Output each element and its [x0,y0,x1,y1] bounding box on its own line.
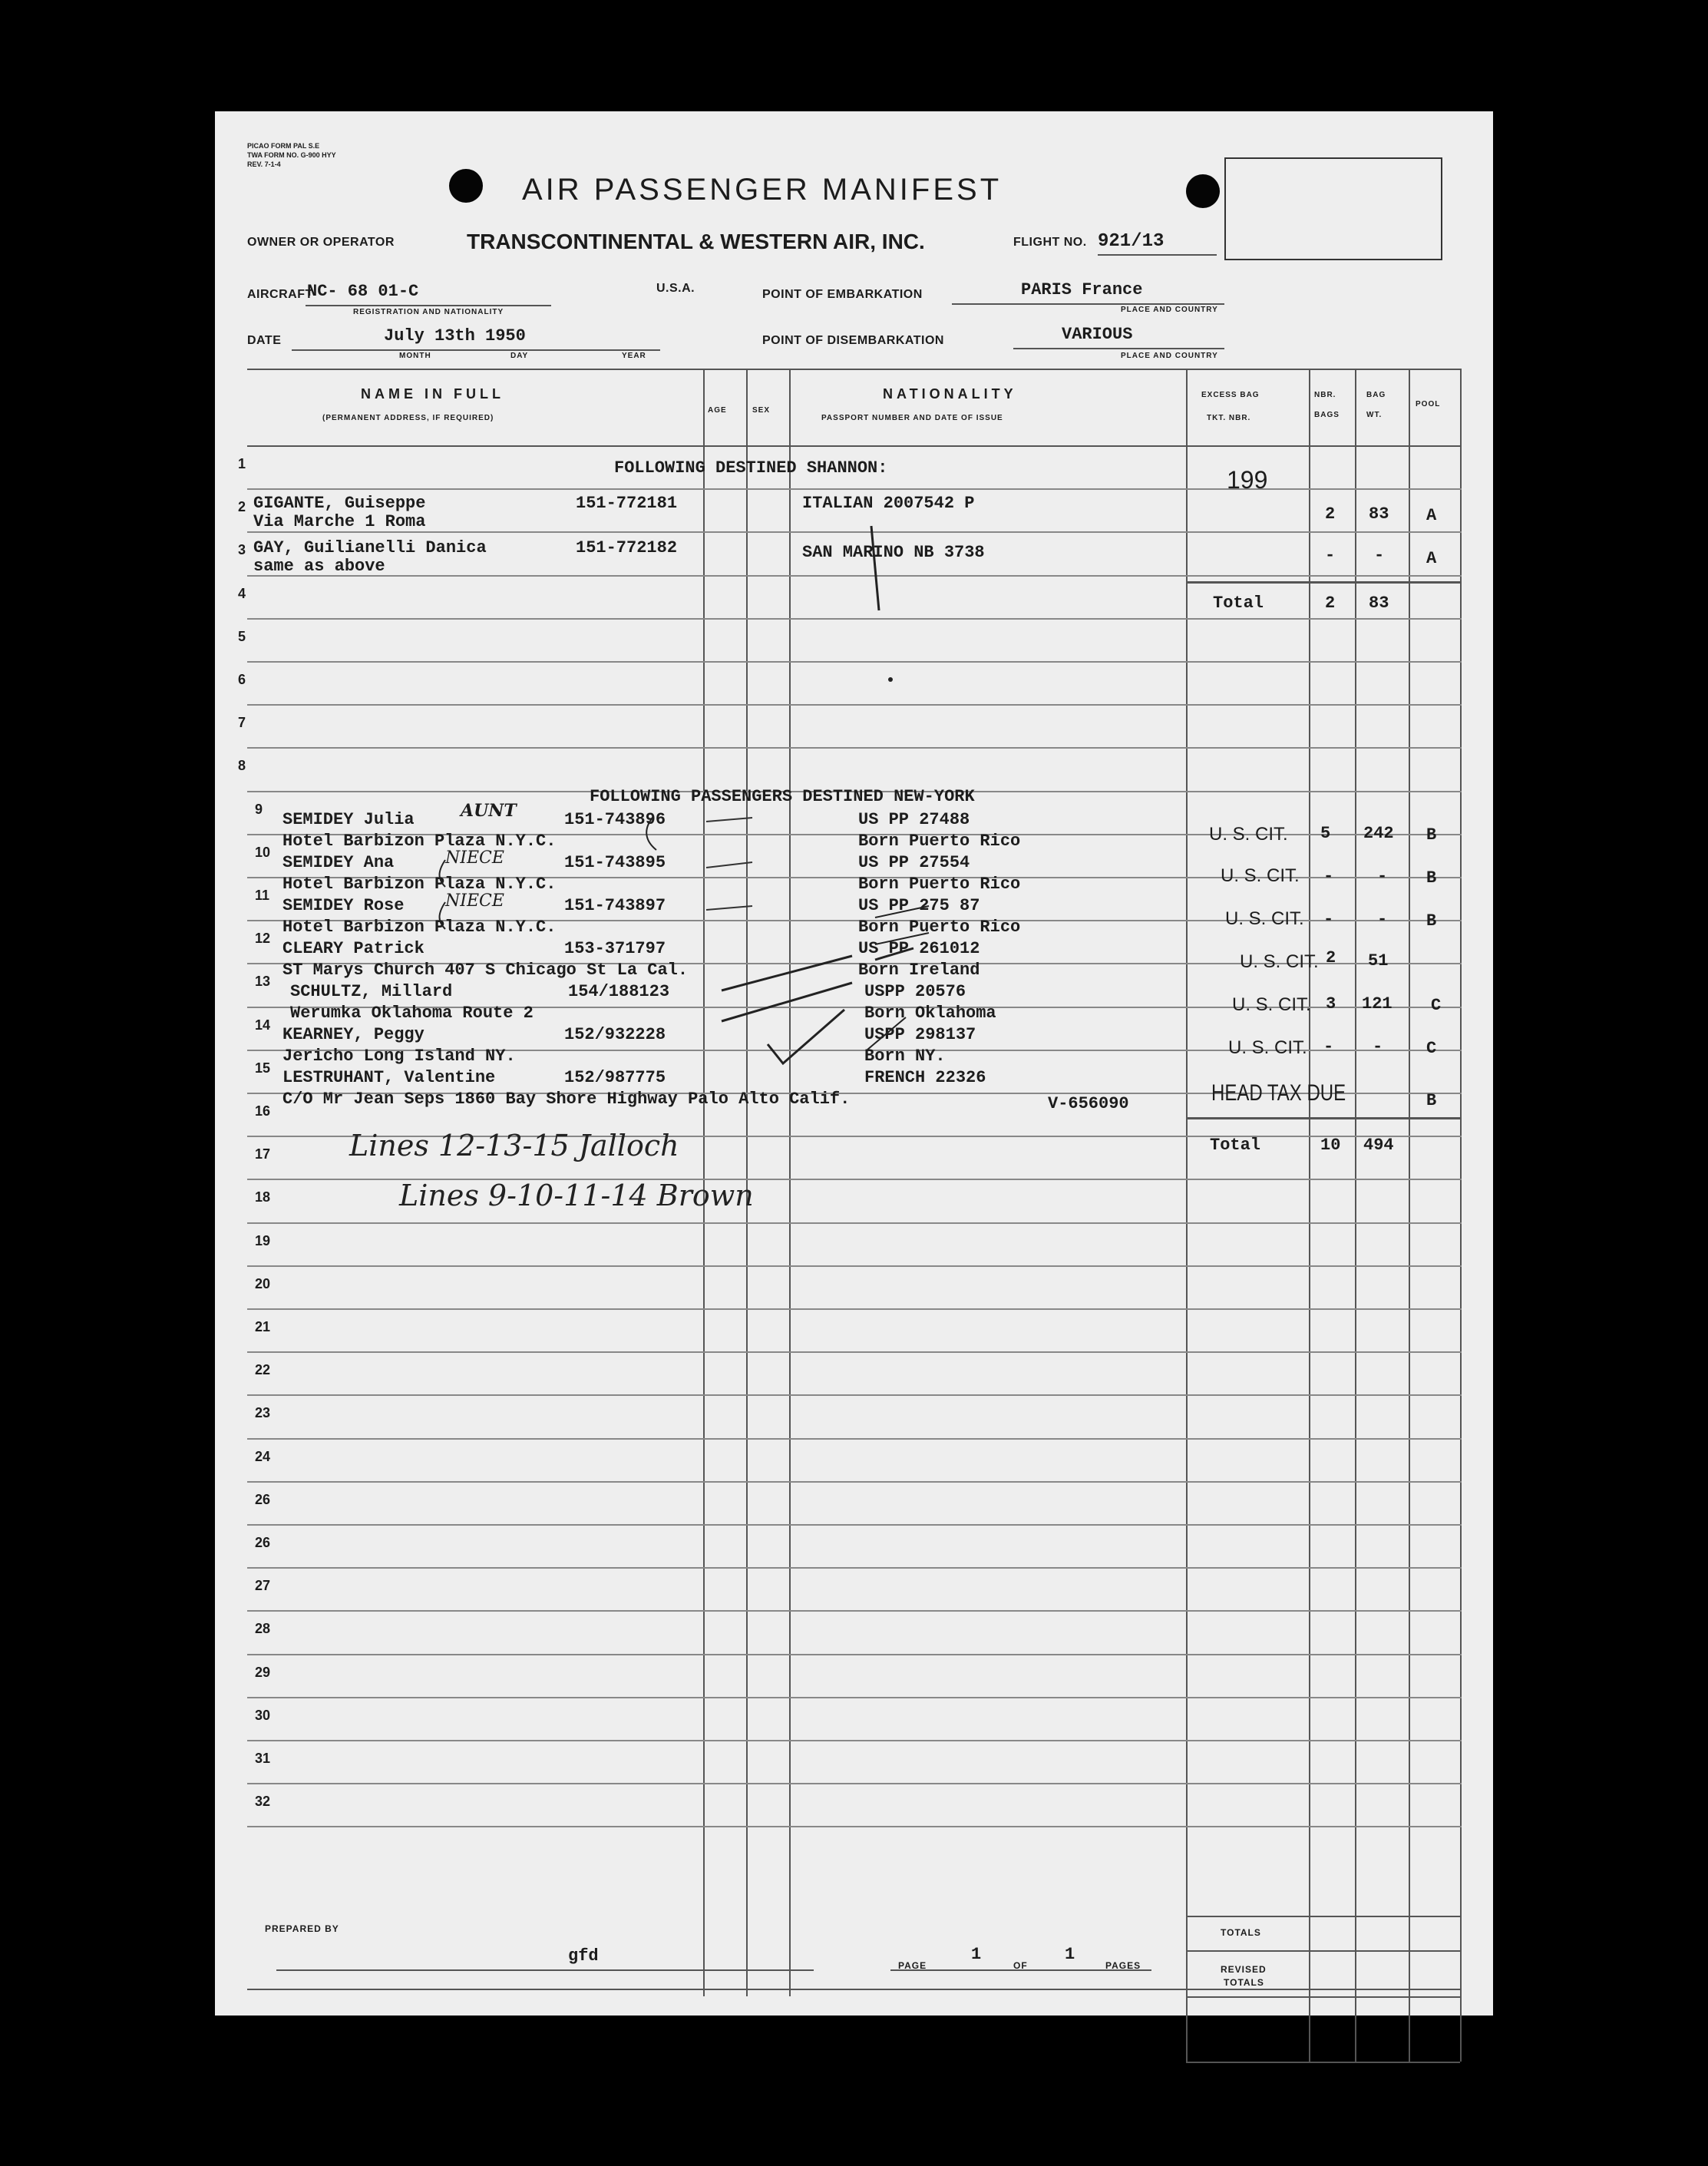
row-number: 7 [238,715,246,731]
row-number: 9 [255,801,263,817]
column-nationality-sub: PASSPORT NUMBER AND DATE OF ISSUE [821,414,1003,422]
row-number: 10 [255,844,271,860]
manifest-page [215,111,1493,2016]
row-number: 5 [238,628,246,644]
passenger-weight: - [1377,867,1388,886]
passenger-pool: B [1426,868,1437,888]
passenger-address: Jericho Long Island NY. [282,1047,516,1066]
passenger-name: CLEARY Patrick [282,939,425,958]
passenger-nationality: ITALIAN 2007542 P [802,494,975,513]
passenger-citizenship: U. S. CIT. [1240,951,1319,972]
passenger-ticket: 151-743895 [564,853,666,872]
page-label: PAGE [898,1960,927,1971]
form-code: REV. 7-1-4 [247,160,281,168]
passenger-note: AUNT [461,801,517,821]
passenger-ticket: 151-743897 [564,896,666,915]
passenger-weight: 51 [1368,951,1389,971]
flight-label: FLIGHT NO. [1013,236,1087,249]
row-number: 6 [238,672,246,687]
passenger-pool: B [1426,1091,1437,1110]
row-number: 26 [255,1491,271,1507]
prepared-value: gfd [568,1946,599,1966]
passenger-address: Via Marche 1 Roma [253,512,426,531]
handwritten-note: Lines 12-13-15 Jalloch [349,1129,679,1162]
passenger-weight: 83 [1369,504,1389,524]
passenger-citizenship: U. S. CIT. [1221,865,1300,886]
passenger-name: SCHULTZ, Millard [290,982,453,1001]
passenger-ticket: 152/987775 [564,1068,666,1087]
aircraft-value: NC- 68 01-C [307,282,419,301]
column-age-header: AGE [708,406,727,415]
row-number: 17 [255,1146,271,1162]
passenger-pool: B [1426,825,1437,845]
passenger-citizenship: U. S. CIT. [1232,994,1311,1015]
group-heading: FOLLOWING DESTINED SHANNON: [614,458,888,478]
row-number: 28 [255,1621,271,1637]
column-sex-header: SEX [752,406,771,415]
passenger-name: SEMIDEY Julia [282,810,415,829]
passenger-ticket: 151-743896 [564,810,666,829]
row-number: 26 [255,1535,271,1550]
total-weight: 83 [1369,594,1389,613]
passenger-note: NIECE [445,848,504,868]
passenger-nationality: US PP 27554 [858,853,970,872]
row-number: 22 [255,1362,271,1378]
row-number: 14 [255,1017,271,1033]
passenger-nationality: US PP 261012 [858,939,980,958]
column-bags-header: BAGS [1314,411,1340,419]
passenger-nationality: USPP 20576 [864,982,966,1001]
flight-value: 921/13 [1098,231,1165,252]
passenger-bags: - [1323,910,1334,929]
passenger-weight: - [1377,910,1388,929]
column-nationality-header: NATIONALITY [883,386,1017,402]
of-value: 1 [1065,1945,1075,1964]
place-country-sub: PLACE AND COUNTRY [1121,306,1218,314]
column-bags-header: NBR. [1314,391,1336,399]
date-sub-year: YEAR [622,352,646,360]
passenger-nationality: US PP 275 87 [858,896,980,915]
row-number: 29 [255,1664,271,1680]
passenger-note: NIECE [445,891,504,911]
total-label: Total [1213,594,1264,613]
passenger-ticket: 154/188123 [568,982,670,1001]
row-number: 23 [255,1405,271,1421]
revised-totals-label: REVISED [1221,1964,1267,1975]
passenger-name: GAY, Guilianelli Danica [253,538,487,557]
passenger-visa: V-656090 [1048,1094,1129,1113]
embark-label: POINT OF EMBARKATION [762,288,923,301]
row-number: 8 [238,758,246,774]
row-number: 2 [238,499,246,515]
passenger-address: Hotel Barbizon Plaza N.Y.C. [282,875,557,894]
row-number: 3 [238,542,246,558]
column-weight-header: BAG [1366,391,1386,399]
passenger-pool: B [1426,911,1437,931]
row-number: 18 [255,1189,271,1205]
passenger-name: SEMIDEY Ana [282,853,395,872]
prepared-label: PREPARED BY [265,1923,339,1934]
passenger-bags: - [1323,1037,1334,1057]
passenger-born: Born Puerto Rico [858,875,1021,894]
row-number: 21 [255,1319,271,1334]
passenger-bags: - [1325,546,1336,565]
row-number: 30 [255,1707,271,1723]
column-name-sub: (PERMANENT ADDRESS, IF REQUIRED) [322,414,494,422]
handwritten-note: Lines 9-10-11-14 Brown [399,1179,754,1212]
head-tax-stamp: HEAD TAX DUE [1211,1080,1346,1106]
passenger-born: Born Puerto Rico [858,832,1021,851]
total-label: Total [1210,1136,1261,1155]
passenger-born: Born NY. [864,1047,946,1066]
row-number: 12 [255,931,271,947]
aircraft-country: U.S.A. [656,282,695,295]
passenger-weight: 121 [1362,994,1392,1014]
excess-ticket-number: 199 [1227,466,1268,494]
disembark-value: VARIOUS [1062,325,1133,344]
date-sub-day: DAY [510,352,529,360]
owner-label: OWNER OR OPERATOR [247,236,395,249]
owner-value: TRANSCONTINENTAL & WESTERN AIR, INC. [467,230,925,253]
embark-value: PARIS France [1021,280,1143,299]
disembark-label: POINT OF DISEMBARKATION [762,334,944,347]
passenger-name: LESTRUHANT, Valentine [282,1068,496,1087]
date-sub-month: MONTH [399,352,431,360]
passenger-bags: - [1323,867,1334,886]
row-number: 20 [255,1275,271,1291]
passenger-nationality: FRENCH 22326 [864,1068,986,1087]
row-number: 11 [255,888,270,903]
passenger-name: KEARNEY, Peggy [282,1025,425,1044]
row-number: 19 [255,1232,271,1248]
passenger-pool: C [1426,1039,1437,1058]
passenger-address: ST Marys Church 407 S Chicago St La Cal. [282,961,689,980]
page-value: 1 [971,1945,982,1964]
row-number: 4 [238,585,246,601]
passenger-address: same as above [253,557,385,576]
passenger-ticket: 151-772181 [576,494,678,513]
row-number: 24 [255,1448,271,1464]
passenger-citizenship: U. S. CIT. [1209,824,1288,845]
passenger-weight: 242 [1363,824,1394,843]
passenger-bags: 2 [1326,948,1336,967]
form-code: PICAO FORM PAL S.E [247,142,320,150]
passenger-name: SEMIDEY Rose [282,896,405,915]
passenger-address: Hotel Barbizon Plaza N.Y.C. [282,832,557,851]
passenger-born: Born Puerto Rico [858,918,1021,937]
form-code: TWA FORM NO. G-900 HYY [247,151,336,159]
total-bags: 2 [1325,594,1336,613]
row-number: 15 [255,1060,271,1076]
row-number: 13 [255,974,271,990]
group-heading: FOLLOWING PASSENGERS DESTINED NEW-YORK [590,787,975,806]
column-excess-header: TKT. NBR. [1207,414,1251,422]
passenger-nationality: SAN MARINO NB 3738 [802,543,985,562]
passenger-ticket: 151-772182 [576,538,678,557]
check-marks [215,111,1493,2016]
passenger-born: Born Ireland [858,961,980,980]
row-number: 16 [255,1103,271,1119]
passenger-citizenship: U. S. CIT. [1225,908,1304,929]
passenger-nationality: US PP 27488 [858,810,970,829]
column-name-header: NAME IN FULL [361,386,504,402]
date-value: July 13th 1950 [384,326,526,346]
passenger-pool: C [1431,996,1442,1015]
column-weight-header: WT. [1366,411,1383,419]
row-number: 27 [255,1578,271,1594]
passenger-bags: 5 [1320,824,1331,843]
page-title: AIR PASSENGER MANIFEST [522,173,1003,207]
passenger-born: Born Oklahoma [864,1004,996,1023]
total-weight: 494 [1363,1136,1394,1155]
passenger-weight: - [1373,1037,1383,1057]
totals-label: TOTALS [1221,1927,1261,1938]
passenger-pool: A [1426,506,1437,525]
of-label: OF [1013,1960,1028,1971]
passenger-bags: 2 [1325,504,1336,524]
column-pool-header: POOL [1416,400,1441,408]
passenger-name: GIGANTE, Guiseppe [253,494,426,513]
passenger-address: Hotel Barbizon Plaza N.Y.C. [282,918,557,937]
passenger-citizenship: U. S. CIT. [1228,1037,1307,1058]
revised-totals-label: TOTALS [1224,1977,1264,1988]
aircraft-sub: REGISTRATION AND NATIONALITY [353,308,504,316]
total-bags: 10 [1320,1136,1341,1155]
passenger-pool: A [1426,549,1437,568]
date-label: DATE [247,334,282,347]
passenger-nationality: USPP 298137 [864,1025,976,1044]
passenger-ticket: 153-371797 [564,939,666,958]
passenger-address: Werumka Oklahoma Route 2 [290,1004,534,1023]
row-number: 1 [238,456,246,471]
place-country-sub: PLACE AND COUNTRY [1121,352,1218,360]
passenger-address: C/O Mr Jean Seps 1860 Bay Shore Highway Palo Alto Calif. [282,1090,851,1109]
column-excess-header: EXCESS BAG [1201,391,1260,399]
aircraft-label: AIRCRAFT [247,288,313,301]
passenger-bags: 3 [1326,994,1336,1014]
pages-label: PAGES [1105,1960,1141,1971]
row-number: 31 [255,1751,271,1766]
passenger-ticket: 152/932228 [564,1025,666,1044]
row-number: 32 [255,1794,271,1810]
passenger-weight: - [1374,546,1385,565]
